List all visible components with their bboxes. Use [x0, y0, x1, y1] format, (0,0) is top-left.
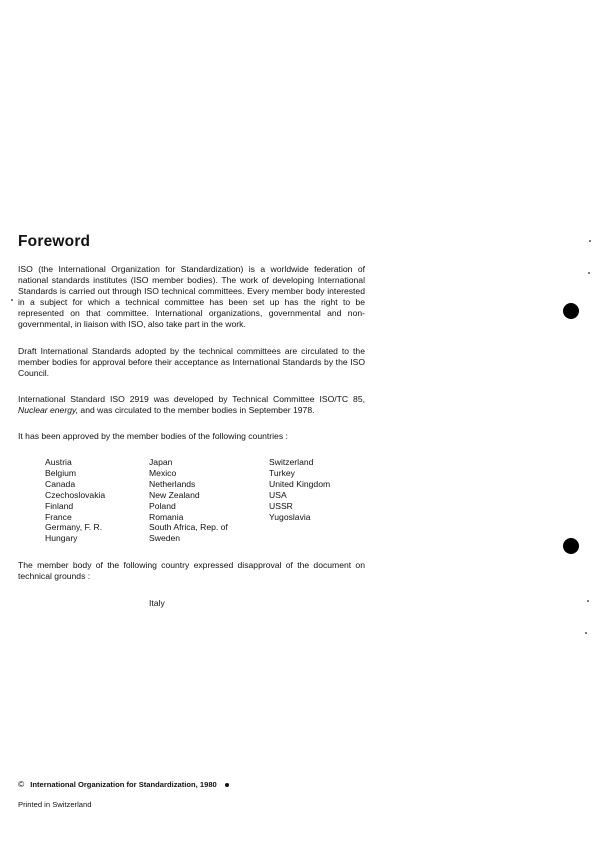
countries-column-3 [269, 457, 389, 522]
country-item: Netherlands [149, 478, 196, 489]
countries-column-2 [149, 457, 269, 544]
paragraph-draft-standards: Draft International Standards adopted by the technical committees are circulated to the member bodies for approval before their acceptance as International Standards by the ISO Council. [18, 346, 365, 378]
paragraph-disapproval: The member body of the following country expressed disapproval of the document on technical grounds : [18, 560, 365, 581]
punch-hole-icon [563, 303, 579, 319]
scan-speck [587, 600, 589, 602]
country-item: South Africa, Rep. of [149, 522, 228, 533]
copyright-symbol: © [18, 779, 25, 789]
country-item: Canada [45, 478, 76, 489]
copyright-line [18, 779, 229, 789]
country-item: France [45, 511, 72, 522]
country-item: New Zealand [149, 489, 200, 500]
disapproving-country: Italy [149, 598, 165, 608]
country-item: USA [269, 489, 287, 500]
country-item: Switzerland [269, 457, 314, 467]
countries-column-1 [45, 457, 165, 544]
country-item: Hungary [45, 533, 78, 544]
scan-speck [588, 272, 590, 274]
country-item: Turkey [269, 467, 295, 478]
paragraph-development [18, 394, 365, 416]
country-item: Germany, F. R. [45, 522, 103, 533]
paragraph-approval: It has been approved by the member bodies of the following countries : [18, 431, 288, 441]
bullet-dot-icon [225, 783, 229, 787]
country-item: Austria [45, 457, 72, 467]
committee-name: Nuclear energy, [18, 404, 79, 415]
country-item: USSR [269, 500, 293, 511]
paragraph-iso-intro: ISO (the International Organization for Standardization) is a worldwide federation of national standards institutes (ISO member bodies). The work of developing International Standards is carried out through ISO technical committees. Every member body interested in a subject for which a technical committee has been set up has the right to be represented on that committee. International organizations, governmental and non-governmental, in liaison with ISO, also take part in the work. [18, 264, 365, 329]
page-title: Foreword [18, 233, 91, 250]
country-item: Czechoslovakia [45, 489, 106, 500]
scan-speck [585, 632, 587, 634]
scan-speck [11, 299, 13, 301]
country-item: United Kingdom [269, 478, 331, 489]
development-text-end: and was circulated to the member bodies in September 1978. [78, 404, 315, 415]
country-item: Mexico [149, 467, 177, 478]
country-item: Belgium [45, 467, 77, 478]
punch-hole-icon [563, 538, 579, 554]
country-item: Yugoslavia [269, 511, 311, 522]
development-text-start: International Standard ISO 2919 was developed by Technical Committee ISO/TC 85, [18, 394, 365, 404]
country-item: Japan [149, 457, 173, 467]
scan-speck [589, 240, 591, 242]
copyright-text: International Organization for Standardization, 1980 [30, 780, 217, 789]
country-item: Sweden [149, 533, 181, 544]
country-item: Finland [45, 500, 74, 511]
country-item: Romania [149, 511, 184, 522]
printed-in-note: Printed in Switzerland [18, 800, 92, 809]
country-item: Poland [149, 500, 176, 511]
